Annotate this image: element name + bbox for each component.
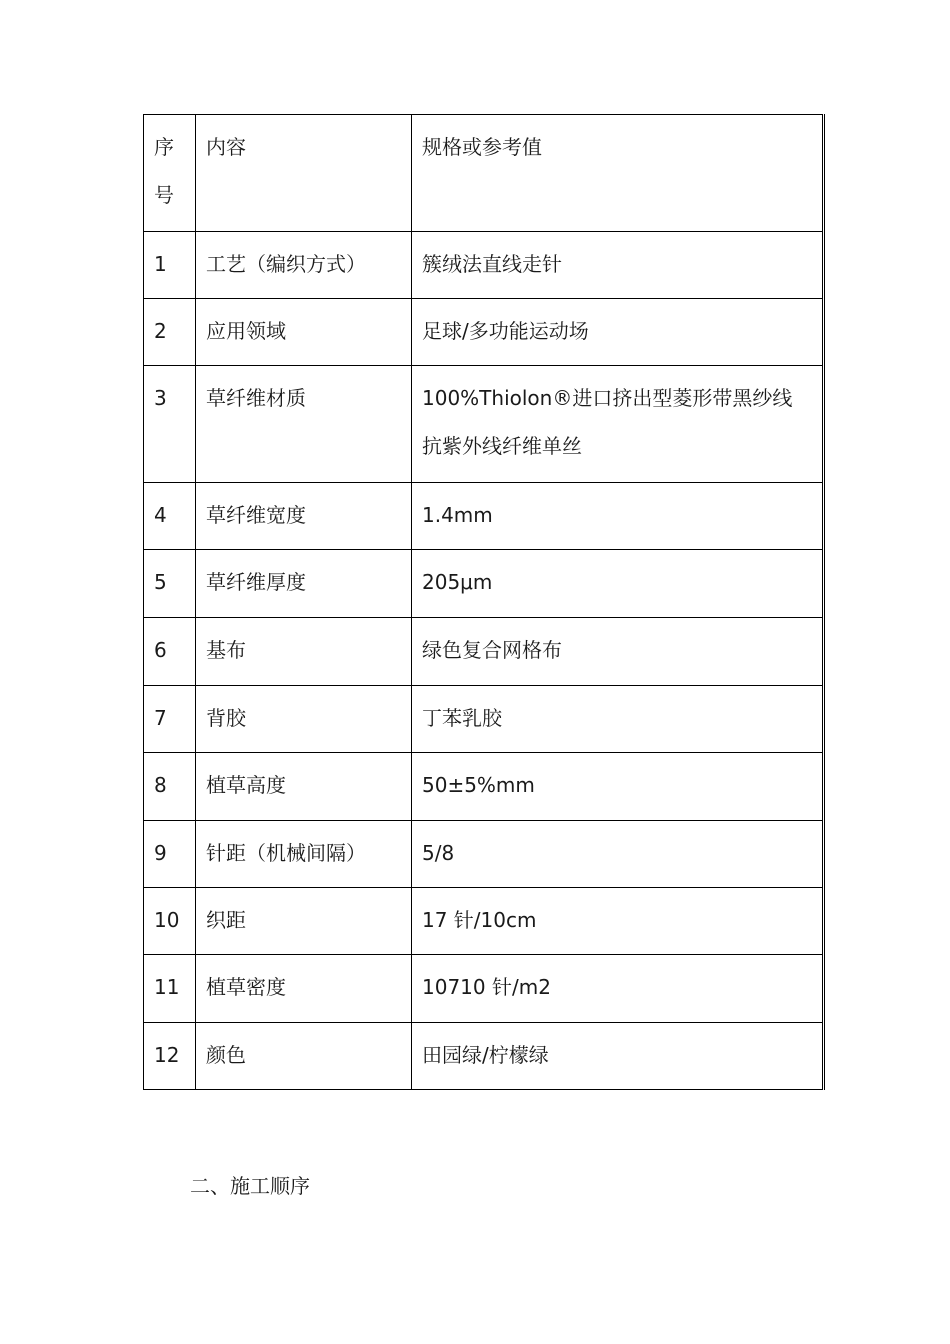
cell-content	[196, 821, 412, 888]
cell-no-text: 3	[154, 386, 167, 410]
table-row	[144, 955, 824, 1023]
cell-spec	[412, 232, 824, 299]
cell-content	[196, 232, 412, 299]
cell-no	[144, 618, 196, 686]
cell-content-text: 草纤维厚度	[206, 570, 306, 594]
table-row	[144, 366, 824, 483]
header-no-text: 序号	[154, 135, 174, 207]
cell-content-text: 应用领域	[206, 319, 286, 343]
cell-content-text: 植草密度	[206, 975, 286, 999]
cell-content-text: 植草高度	[206, 773, 286, 797]
cell-no-text: 7	[154, 706, 167, 730]
cell-spec-text: 50±5%mm	[422, 773, 535, 797]
table-row	[144, 550, 824, 618]
header-spec	[412, 115, 824, 232]
table-row	[144, 888, 824, 955]
cell-no	[144, 686, 196, 753]
header-spec-text: 规格或参考值	[422, 135, 542, 159]
header-content-text: 内容	[206, 135, 246, 159]
table-row	[144, 299, 824, 366]
spec-table	[143, 114, 825, 1090]
cell-spec	[412, 550, 824, 618]
cell-no	[144, 821, 196, 888]
cell-spec-text: 足球/多功能运动场	[422, 319, 589, 343]
cell-content	[196, 550, 412, 618]
cell-spec	[412, 955, 824, 1023]
table-row	[144, 483, 824, 550]
table-row	[144, 753, 824, 821]
cell-spec-text: 绿色复合网格布	[422, 638, 562, 662]
table-row	[144, 686, 824, 753]
table-header-row	[144, 115, 824, 232]
table-row	[144, 1023, 824, 1090]
cell-no-text: 1	[154, 252, 167, 276]
cell-spec	[412, 821, 824, 888]
section-heading: 二、施工顺序	[190, 1174, 310, 1198]
cell-spec-text: 5/8	[422, 841, 455, 865]
cell-spec-text: 丁苯乳胶	[422, 706, 502, 730]
cell-no	[144, 888, 196, 955]
cell-spec	[412, 1023, 824, 1090]
cell-spec-text: 10710 针/m2	[422, 975, 551, 999]
header-no	[144, 115, 196, 232]
cell-content-text: 工艺（编织方式）	[206, 252, 366, 276]
cell-no-text: 6	[154, 638, 167, 662]
table-row	[144, 232, 824, 299]
cell-content-text: 草纤维材质	[206, 386, 306, 410]
cell-content	[196, 299, 412, 366]
cell-spec-text: 17 针/10cm	[422, 908, 537, 932]
cell-no	[144, 550, 196, 618]
cell-no	[144, 753, 196, 821]
cell-content	[196, 483, 412, 550]
header-content	[196, 115, 412, 232]
cell-content-text: 针距（机械间隔）	[206, 841, 366, 865]
cell-no-text: 11	[154, 975, 180, 999]
cell-content-text: 背胶	[206, 706, 246, 730]
cell-no-text: 5	[154, 570, 167, 594]
cell-no	[144, 955, 196, 1023]
cell-spec-text: 205μm	[422, 570, 493, 594]
cell-no	[144, 232, 196, 299]
cell-spec-text: 簇绒法直线走针	[422, 252, 562, 276]
cell-content-text: 草纤维宽度	[206, 503, 306, 527]
cell-no-text: 10	[154, 908, 180, 932]
cell-spec	[412, 618, 824, 686]
cell-no	[144, 299, 196, 366]
cell-no	[144, 366, 196, 483]
cell-no-text: 2	[154, 319, 167, 343]
cell-spec-text: 100%Thiolon®进口挤出型菱形带黑纱线抗紫外线纤维单丝	[422, 386, 793, 458]
cell-no-text: 9	[154, 841, 167, 865]
cell-spec-text: 1.4mm	[422, 503, 493, 527]
cell-content-text: 织距	[206, 908, 246, 932]
cell-no-text: 12	[154, 1043, 180, 1067]
cell-spec	[412, 888, 824, 955]
cell-content-text: 基布	[206, 638, 246, 662]
cell-spec	[412, 299, 824, 366]
cell-spec	[412, 483, 824, 550]
cell-no	[144, 1023, 196, 1090]
cell-content-text: 颜色	[206, 1043, 246, 1067]
table-row	[144, 821, 824, 888]
cell-no	[144, 483, 196, 550]
cell-no-text: 8	[154, 773, 167, 797]
cell-content	[196, 686, 412, 753]
cell-content	[196, 1023, 412, 1090]
cell-content	[196, 618, 412, 686]
cell-content	[196, 753, 412, 821]
cell-no-text: 4	[154, 503, 167, 527]
table-row	[144, 618, 824, 686]
cell-content	[196, 888, 412, 955]
cell-spec	[412, 753, 824, 821]
cell-spec	[412, 366, 824, 483]
cell-content	[196, 955, 412, 1023]
cell-spec-text: 田园绿/柠檬绿	[422, 1043, 549, 1067]
cell-content	[196, 366, 412, 483]
cell-spec	[412, 686, 824, 753]
